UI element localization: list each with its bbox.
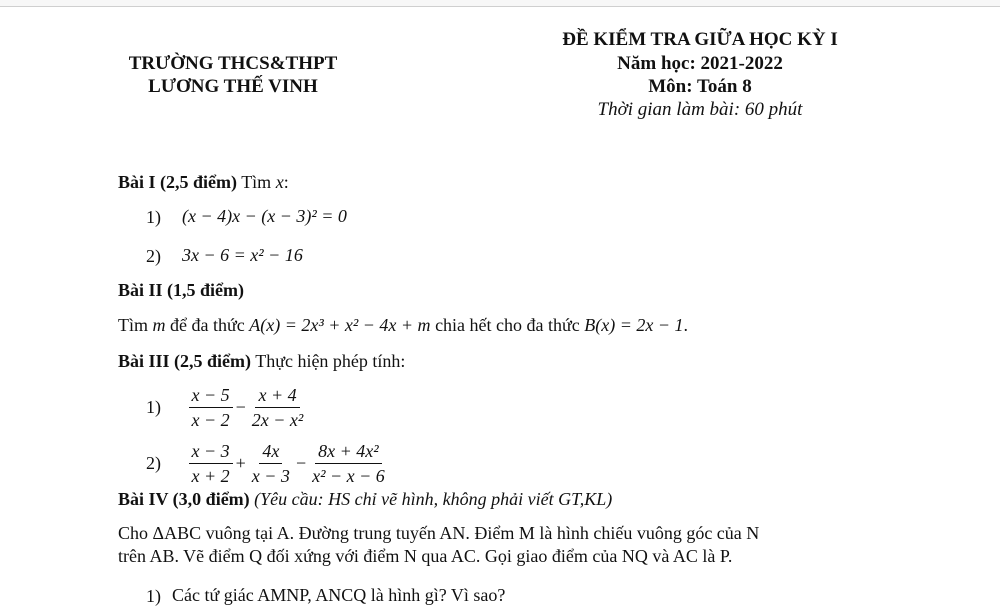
- operator: −: [295, 453, 307, 473]
- exercise-1-item-2: [146, 245, 303, 267]
- item-label: 2): [146, 246, 161, 267]
- item-label: 1): [146, 207, 161, 228]
- school-name-line2: LƯƠNG THẾ VINH: [148, 76, 318, 97]
- exercise-4-paragraph-line-2: trên AB. Vẽ điểm Q đối xứng với điểm N qua AC. Gọi giao điểm của NQ và AC là P.: [118, 546, 733, 566]
- period: .: [683, 315, 689, 335]
- item-label: 2): [146, 453, 161, 473]
- text: chia hết cho đa thức: [435, 315, 580, 335]
- subject: Môn: Toán 8: [648, 76, 752, 97]
- exercise-4-heading: [118, 489, 612, 510]
- school-name-line1: TRƯỜNG THCS&THPT: [128, 53, 338, 74]
- exercise-2-statement: [118, 315, 688, 336]
- numerator: 4x: [259, 440, 282, 464]
- numerator: 8x + 4x²: [315, 440, 382, 464]
- denominator: x + 2: [191, 466, 230, 486]
- denominator: x − 3: [251, 466, 290, 486]
- variable-m: m: [152, 315, 166, 335]
- exercise-title: Bài III (2,5 điểm): [118, 351, 252, 371]
- denominator: 2x − x²: [251, 410, 304, 430]
- numerator: x + 4: [255, 384, 299, 408]
- variable-x: x: [275, 172, 284, 192]
- denominator: x² − x − 6: [312, 466, 385, 486]
- polynomial-b: B(x) = 2x − 1: [584, 315, 684, 335]
- item-label: 1): [146, 586, 161, 607]
- exercise-title: Bài IV (3,0 điểm): [118, 489, 250, 509]
- exam-duration: Thời gian làm bài: 60 phút: [597, 99, 803, 120]
- text: để đa thức: [170, 315, 245, 335]
- fraction: [189, 384, 233, 431]
- exam-title: ĐỀ KIỂM TRA GIỮA HỌC KỲ I: [562, 29, 838, 50]
- exercise-1-item-1: [146, 206, 347, 228]
- viewer-top-bar: [0, 0, 1000, 7]
- exercise-1-heading: [118, 172, 289, 193]
- polynomial-a: A(x) = 2x³ + x² − 4x + m: [249, 315, 431, 335]
- school-year: Năm học: 2021-2022: [617, 53, 783, 74]
- exercise-3-item-1: [146, 384, 308, 431]
- exercise-title: Bài I (2,5 điểm): [118, 172, 237, 192]
- question-text: Các tứ giác AMNP, ANCQ là hình gì? Vì sao?: [172, 585, 506, 605]
- text: Tìm: [118, 315, 148, 335]
- exercise-4-paragraph-line-1: Cho ΔABC vuông tại A. Đường trung tuyến AN. Điểm M là hình chiếu vuông góc của N: [118, 523, 760, 543]
- exercise-3-item-2: [146, 440, 390, 487]
- operator: −: [235, 397, 246, 417]
- colon: :: [283, 172, 289, 192]
- exercise-prompt: Tìm: [241, 172, 272, 192]
- fraction: [309, 440, 388, 487]
- fraction: [189, 440, 233, 487]
- item-label: 1): [146, 397, 161, 417]
- fraction: [249, 440, 293, 487]
- exercise-3-heading: [118, 351, 405, 372]
- fraction: [249, 384, 307, 431]
- exercise-prompt: Thực hiện phép tính:: [255, 351, 406, 371]
- exercise-note: (Yêu cầu: HS chỉ vẽ hình, không phải viết GT,KL): [254, 489, 613, 509]
- numerator: x − 3: [189, 440, 233, 464]
- equation: 3x − 6 = x² − 16: [182, 245, 303, 265]
- exercise-2-title: Bài II (1,5 điểm): [118, 280, 244, 300]
- numerator: x − 5: [189, 384, 233, 408]
- equation: (x − 4)x − (x − 3)² = 0: [182, 206, 347, 226]
- operator: +: [235, 453, 246, 473]
- denominator: x − 2: [191, 410, 230, 430]
